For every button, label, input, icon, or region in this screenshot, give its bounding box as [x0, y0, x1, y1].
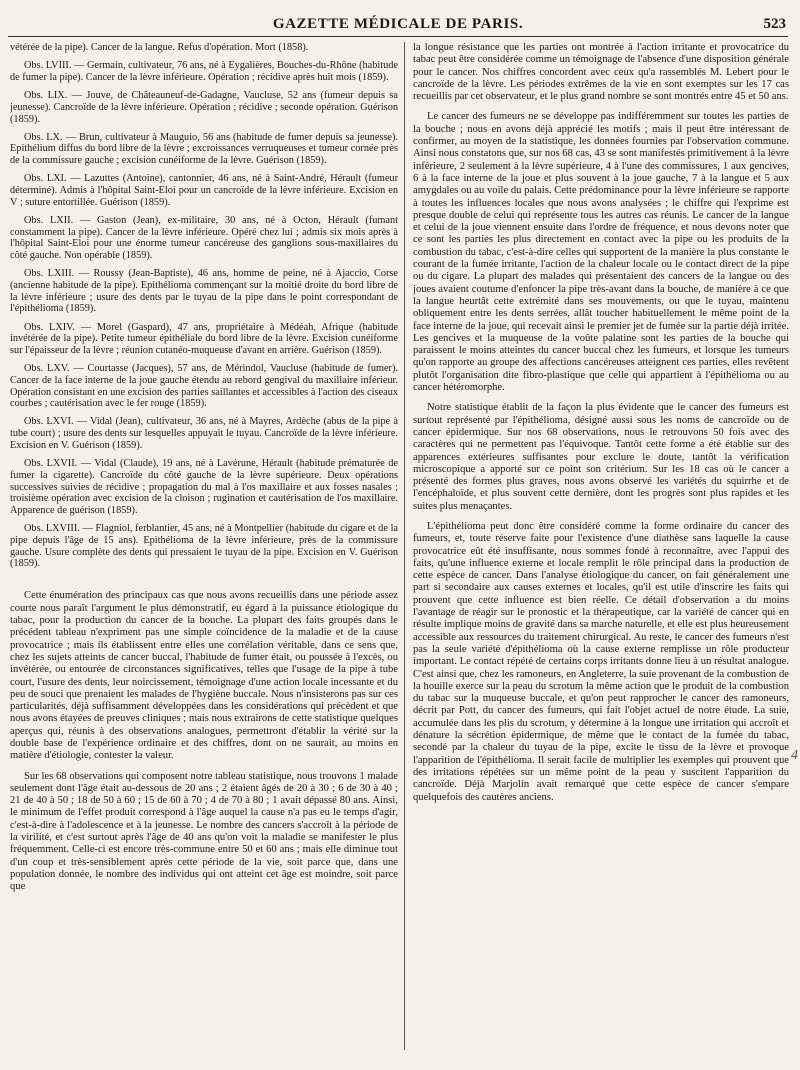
observation-entry: Obs. LXVI. — Vidal (Jean), cultivateur, 36 ans, né à Mayres, Ardèche (abus de la pipe à tube court) ; usure des dents sur lesquelles appuyait le tuyau. Cancroïde de la lèvre inférieure. Excision en V. Guérison (1859). — [10, 416, 398, 451]
page-number: 523 — [763, 16, 786, 32]
observation-entry: vétérée de la pipe). Cancer de la langue. Refus d'opération. Mort (1858). — [10, 42, 309, 53]
running-head: GAZETTE MÉDICALE DE PARIS. — [272, 16, 524, 32]
body-paragraph: Le cancer des fumeurs ne se développe pas indifféremment sur toutes les parties de la bouche ; nous en avons déjà apprécié les motifs ; mais il peut être intéressant de confirmer, au moyen de la statistique, les données fournies par l'observation commune. Ainsi nous constatons que, sur nos 68 cas, 43 se sont manifestés primitivement à la lèvre inférieure, 2 seulement à la lèvre supérieure, 4 à l'une des commissures, 1 aux gencives, 6 à la face interne de la joue et plus souvent à la joue gauche, 7 à la langue et 5 aux amygdales ou au voile du palais. Cette prédominance pour la lèvre inférieure se rapporte à toutes les influences locales que nous avons analysées ; le chiffre qui l'exprime est presque double de celui qui représente tous les autres cas réunis. Le cancer de la langue et celui de la joue viennent ensuite dans l'ordre de fréquence, et nous devons noter que ce sont les parties les plus directement en contact avec la pipe ou les produits de la combustion du tabac, c'est-à-dire celles qui supportent de la manière la plus constante le courant de la fumée irritante, l'action de la chaleur locale ou le contact direct de la pipe ou du cigare. La plupart des malades qui présentaient des cancers de la langue ou des joues avaient coutume d'enfoncer la pipe très-avant dans la bouche, de manière à ce que la langue heurtât cette extrémité dans ses mouvements, ou que le tuyau, maintenu obliquement entre les dents serrées, allât toucher habituellement le même point de la face interne de la joue, qui recevait ainsi le premier jet de fumée sur la partie déjà irritée. Les gencives et la muqueuse de la voûte palatine sont les parties de la bouche qui paraissent le moins atteintes du cancer buccal chez les fumeurs, et lorsque les tumeurs qu'on rapporte au groupe des affections cancéreuses atteignent ces parties, elles revêtent plutôt l'organisation dite fibro-plastique que celle qui appartient à l'épithélioma ou au cancer hétéromorphe. — [413, 111, 789, 394]
body-paragraph: Cette énumération des principaux cas que nous avons recueillis dans une période assez courte nous paraît l'argument le plus démonstratif, eu égard à la puissance étiologique du tabac, pour la production du cancer de la bouche. La plupart des faits groupés dans le précédent tableau n'expriment pas une simple coïncidence de la maladie et de la cause provocatrice ; mais ils établissent entre elles une corrélation véritable, dans ce sens que, chez les sujets atteints de cancer buccal, l'habitude de fumer était, ou poussée à l'excès, ou invétérée, ou entourée de circonstances significatives, telles que l'usage de la pipe à tube court, l'usure des dents, leur noircissement, témoignage d'une action locale incessante et du peu de souci que prenaient les malades de l'hygiène buccale. Nous n'insisterons pas sur ces particularités, déjà suffisamment développées dans les considérations qui précèdent et que nous avons étayées de preuves cliniques ; mais nous extrairons de cette statistique quelques aperçus qui, réunis à des observations analogues, permettront d'établir la vérité sur la double base de l'expérience ordinaire et des chiffres, dont on ne saurait, au moins en matière d'étiologie, contester la valeur. — [10, 590, 398, 762]
section-gap — [10, 576, 398, 590]
page-header — [8, 14, 788, 37]
observation-entry: Obs. LVIII. — Germain, cultivateur, 76 ans, né à Eygalières, Bouches-du-Rhône (habitude de fumer la pipe). Cancer de la lèvre inférieure. Opération ; récidive après huit mois (1859). — [10, 60, 398, 83]
column-divider — [404, 42, 405, 1050]
observation-entry: Obs. LIX. — Jouve, de Châteauneuf-de-Gadagne, Vaucluse, 52 ans (fumeur depuis sa jeunesse). Cancroïde de la lèvre inférieure. Opération ; récidive ; seconde opération. Guérison (1859). — [10, 90, 398, 125]
body-paragraph: la longue résistance que les parties ont montrée à l'action irritante et provocatrice du tabac peut être considérée comme un témoignage de l'absence d'une disposition générale pour le cancer. Nos chiffres concordent avec ceux qu'a rassemblés M. Lebert pour le cancroïde de la lèvre. Les périodes extrêmes de la vie en sont exemptes sur les 17 cas recueillis par cet observateur, et le plus grand nombre se sont montrés entre 45 et 50 ans. — [413, 42, 789, 103]
body-paragraph: Notre statistique établit de la façon la plus évidente que le cancer des fumeurs est surtout représenté par l'épithélioma, désigné aussi sous les noms de cancroïde ou de cancer épidermique. Sur nos 68 observations, nous le retrouvons 50 fois avec des caractères qui ne permettent pas l'équivoque. Tantôt cette forme a été établie sur des apparences extérieures suffisantes pour exclure le doute, tantôt la vérification microscopique a apporté sur ce point son critérium. Sur les 18 cas où le cancer a présenté des formes plus graves, nous avons observé les variétés du squirrhe et de l'encéphaloïde, et plus souvent cette dernière, dont les progrès sont plus rapides et les suites plus menaçantes. — [413, 402, 789, 512]
observation-entry: Obs. LX. — Brun, cultivateur à Mauguio, 56 ans (habitude de fumer depuis sa jeunesse). Epithélium diffus du bord libre de la lèvre ; excroissances verruqueuses et tumeur cornée près de la commissure gauche ; excision cunéiforme de la lèvre. Guérison (1859). — [10, 131, 398, 167]
observation-entry: Obs. LXVIII. — Flagniol, ferblantier, 45 ans, né à Montpellier (habitude du cigare et de la pipe depuis l'âge de 15 ans). Epithélioma de la lèvre inférieure, près de la commissure gauche. Usure complète des dents qui pressaient le tuyau de la pipe. Excision en V. Guérison (1859). — [10, 523, 398, 570]
observation-entry: Obs. LXII. — Gaston (Jean), ex-militaire, 30 ans, né à Octon, Hérault (fumant constamment la pipe). Cancer de la lèvre inférieure. Opéré chez lui ; admis six mois après à l'hôpital Saint-Eloi pour une énorme tumeur cancéreuse des ganglions sous-maxillaires du côté gauche. Non opérable (1859). — [10, 214, 398, 262]
right-column — [413, 42, 789, 1056]
observation-entry: Obs. LXV. — Courtasse (Jacques), 57 ans, de Mérindol, Vaucluse (habitude de fumer). Cancer de la face interne de la joue gauche étendu au rebord gengival du maxillaire inférieur. Opération consistant en une excision des parties saillantes et accessibles à l'action des ciseaux courbes ; cautérisation avec le fer rouge (1859). — [10, 363, 398, 410]
body-paragraph: Sur les 68 observations qui composent notre tableau statistique, nous trouvons 1 malade seulement dont l'âge était au-dessous de 20 ans ; 2 étaient âgés de 20 à 30 ; 6 de 30 à 40 ; 21 de 40 à 50 ; 18 de 50 à 60 ; 15 de 60 à 70 ; 4 de 70 à 80 ; 1 avait dépassé 80 ans. Ainsi, le minimum de l'effet produit correspond à l'âge auquel la cause n'a pas eu le temps d'agir, c'est-à-dire à l'adolescence et à la jeunesse. Le nombre des cancers s'accroît à la période de la virilité, et c'est surtout après l'âge de 40 ans qu'on voit la maladie se manifester le plus fréquemment. Celle-ci est encore très-commune entre 50 et 60 ans ; mais elle diminue tout d'un coup et très-sensiblement après cette période de la vie, soit parce que, dans une population donnée, le nombre des individus qui ont atteint cet âge est moindre, soit parce que — [10, 770, 398, 893]
margin-annotation: 4 — [791, 748, 798, 763]
observation-entry: Obs. LXVII. — Vidal (Claude), 19 ans, né à Lavérune, Hérault (habitude prématurée de fumer la cigarette). Cancroïde du côté gauche de la lèvre supérieure. Deux opérations successives suivies de récidive ; propagation du mal à l'os maxillaire et aux fosses nasales ; troisième opération avec excision de la cloison ; rugination et cautérisation de l'os maxillaire. Apparence de guérison (1859). — [10, 458, 398, 516]
body-paragraph: L'épithélioma peut donc être considéré comme la forme ordinaire du cancer des fumeurs, et, toute réserve faite pour l'existence d'une diathèse sans laquelle la cause provocatrice eût été insuffisante, nous sommes fondé à reconnaître, avec l'appui des faits, qu'une influence externe et locale remplit le rôle principal dans la production de cette espèce de cancer. Dans l'analyse étiologique du cancer, on fait généralement une part si secondaire aux causes externes et locales, qu'il est utile d'inscrire les faits qui prouvent que cette influence est bien réelle. Ce détail d'observation a du moins l'avantage de réagir sur le pronostic et la thérapeutique, car la variété de cancer qui en résulte implique moins de gravité dans sa marche naturelle, et elle est plus heureusement accessible aux ressources du traitement chirurgical. Au reste, le cancer des fumeurs n'est pas la seule variété d'épithélioma où la cause externe remplisse un rôle producteur important. Le contact répété de certains corps irritants donne lieu à un résultat analogue. C'est ainsi que, chez les ramoneurs, en Angleterre, la suie provenant de la combustion de la houille exerce sur la peau du scrotum la même action que le produit de la combustion du tabac sur la muqueuse buccale, et qu'on peut rapprocher le cancer des ramoneurs, décrit par Pott, du cancer des fumeurs, qui fait l'objet actuel de notre étude. La suie, accumulée dans les plis du scrotum, y détermine à la longue une irritation qui accroît et dénature la sécrétion épidermique, de même que le contact de la fumée du tabac, secondé par la chaleur du tuyau de la pipe, excite le tissu de la lèvre et provoque l'apparition de l'épithélioma. Il serait facile de multiplier les exemples qui prouvent que des irritations répétées sur un même point de la peau y suscitent l'apparition du cancroïde. Déjà Marjolin avait remarqué que cette espèce de cancer s'empare quelquefois des cautères anciens. — [413, 520, 789, 803]
observation-entry: Obs. LXIV. — Morel (Gaspard), 47 ans, propriétaire à Médéah, Afrique (habitude invétérée de la pipe). Petite tumeur épithéliale du bord libre de la lèvre. Excision cunéiforme sur l'épaisseur de la lèvre ; réunion cutanéo-muqueuse d'avant en arrière. Guérison (1859). — [10, 321, 398, 356]
left-column — [10, 42, 398, 1056]
observation-entry: Obs. LXIII. — Roussy (Jean-Baptiste), 46 ans, homme de peine, né à Ajaccio, Corse (ancienne habitude de la pipe). Epithélioma commençant sur la moitié droite du bord libre de la lèvre inférieure ; usure des dents par le tuyau de la pipe dans le point correspondant de l'épithélioma (1859). — [10, 268, 398, 315]
observation-entry: Obs. LXI. — Lazuttes (Antoine), cantonnier, 46 ans, né à Saint-André, Hérault (fumeur déterminé). Admis à l'hôpital Saint-Eloi pour un cancroïde de la lèvre inférieure. Excision en V ; suture entortillée. Guérison (1859). — [10, 173, 398, 208]
